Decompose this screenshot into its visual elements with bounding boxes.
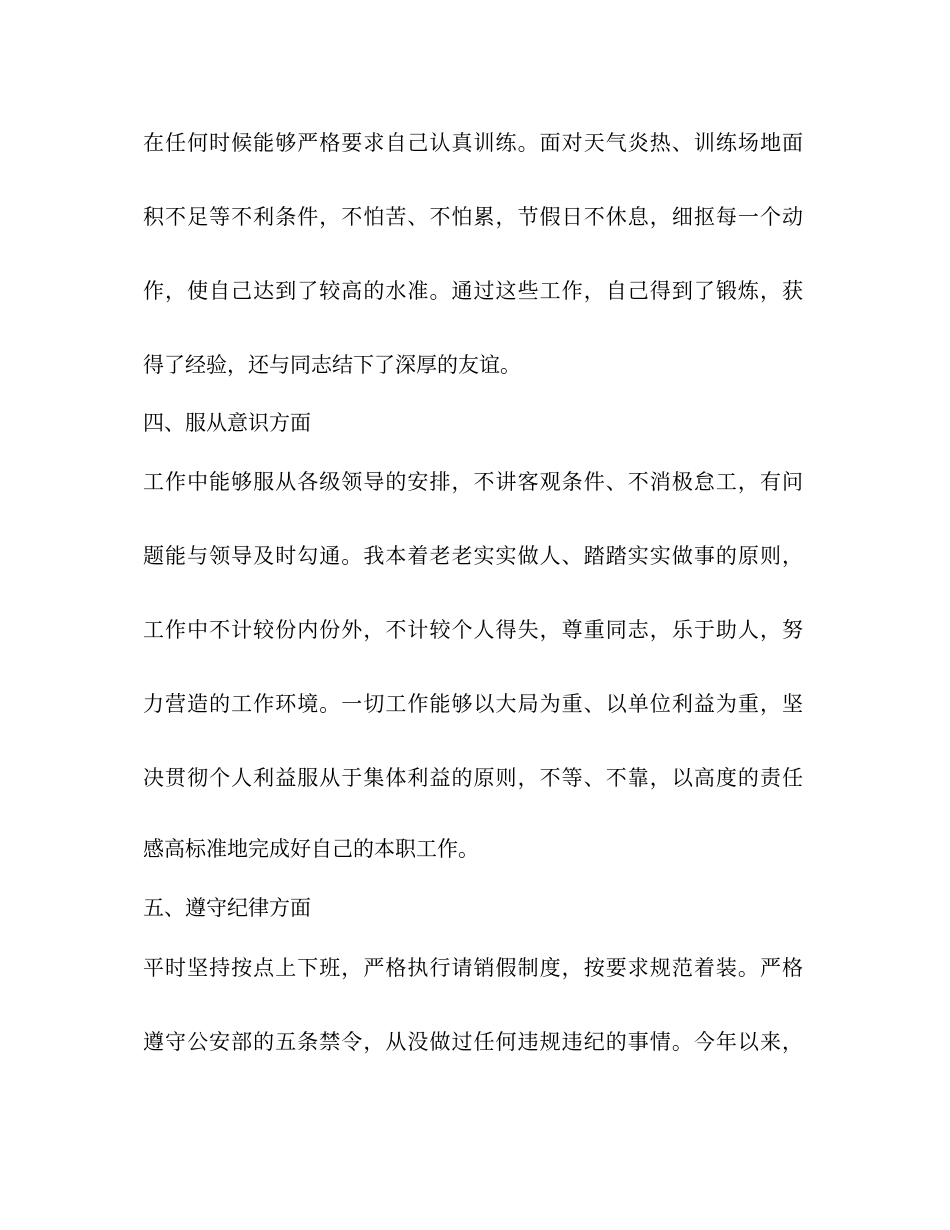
paragraph-1-line-2: 积不足等不利条件，不怕苦、不怕累，节假日不休息，细抠每一个动 [143, 205, 803, 229]
paragraph-1-line-4: 得了经验，还与同志结下了深厚的友谊。 [143, 353, 521, 377]
paragraph-2-line-5: 决贯彻个人利益服从于集体利益的原则，不等、不靠，以高度的责任 [143, 766, 803, 790]
paragraph-3-line-2: 遵守公安部的五条禁令，从没做过任何违规违纪的事情。今年以来， [143, 1030, 803, 1054]
paragraph-2-line-1: 工作中能够服从各级领导的安排，不讲客观条件、不消极怠工，有问 [143, 470, 803, 494]
paragraph-3-line-1: 平时坚持按点上下班，严格执行请销假制度，按要求规范着装。严格 [143, 956, 803, 980]
paragraph-2-line-4: 力营造的工作环境。一切工作能够以大局为重、以单位利益为重，坚 [143, 692, 803, 716]
paragraph-1-line-3: 作，使自己达到了较高的水准。通过这些工作，自己得到了锻炼，获 [143, 279, 803, 303]
paragraph-2-line-2: 题能与领导及时勾通。我本着老老实实做人、踏踏实实做事的原则， [143, 544, 803, 568]
paragraph-2-line-6: 感高标准地完成好自己的本职工作。 [143, 837, 479, 861]
section-heading-obedience: 四、服从意识方面 [143, 411, 311, 435]
paragraph-1-line-1: 在任何时候能够严格要求自己认真训练。面对天气炎热、训练场地面 [143, 131, 803, 155]
paragraph-2-line-3: 工作中不计较份内份外，不计较个人得失，尊重同志，乐于助人，努 [143, 618, 803, 642]
section-heading-discipline: 五、遵守纪律方面 [143, 896, 311, 920]
